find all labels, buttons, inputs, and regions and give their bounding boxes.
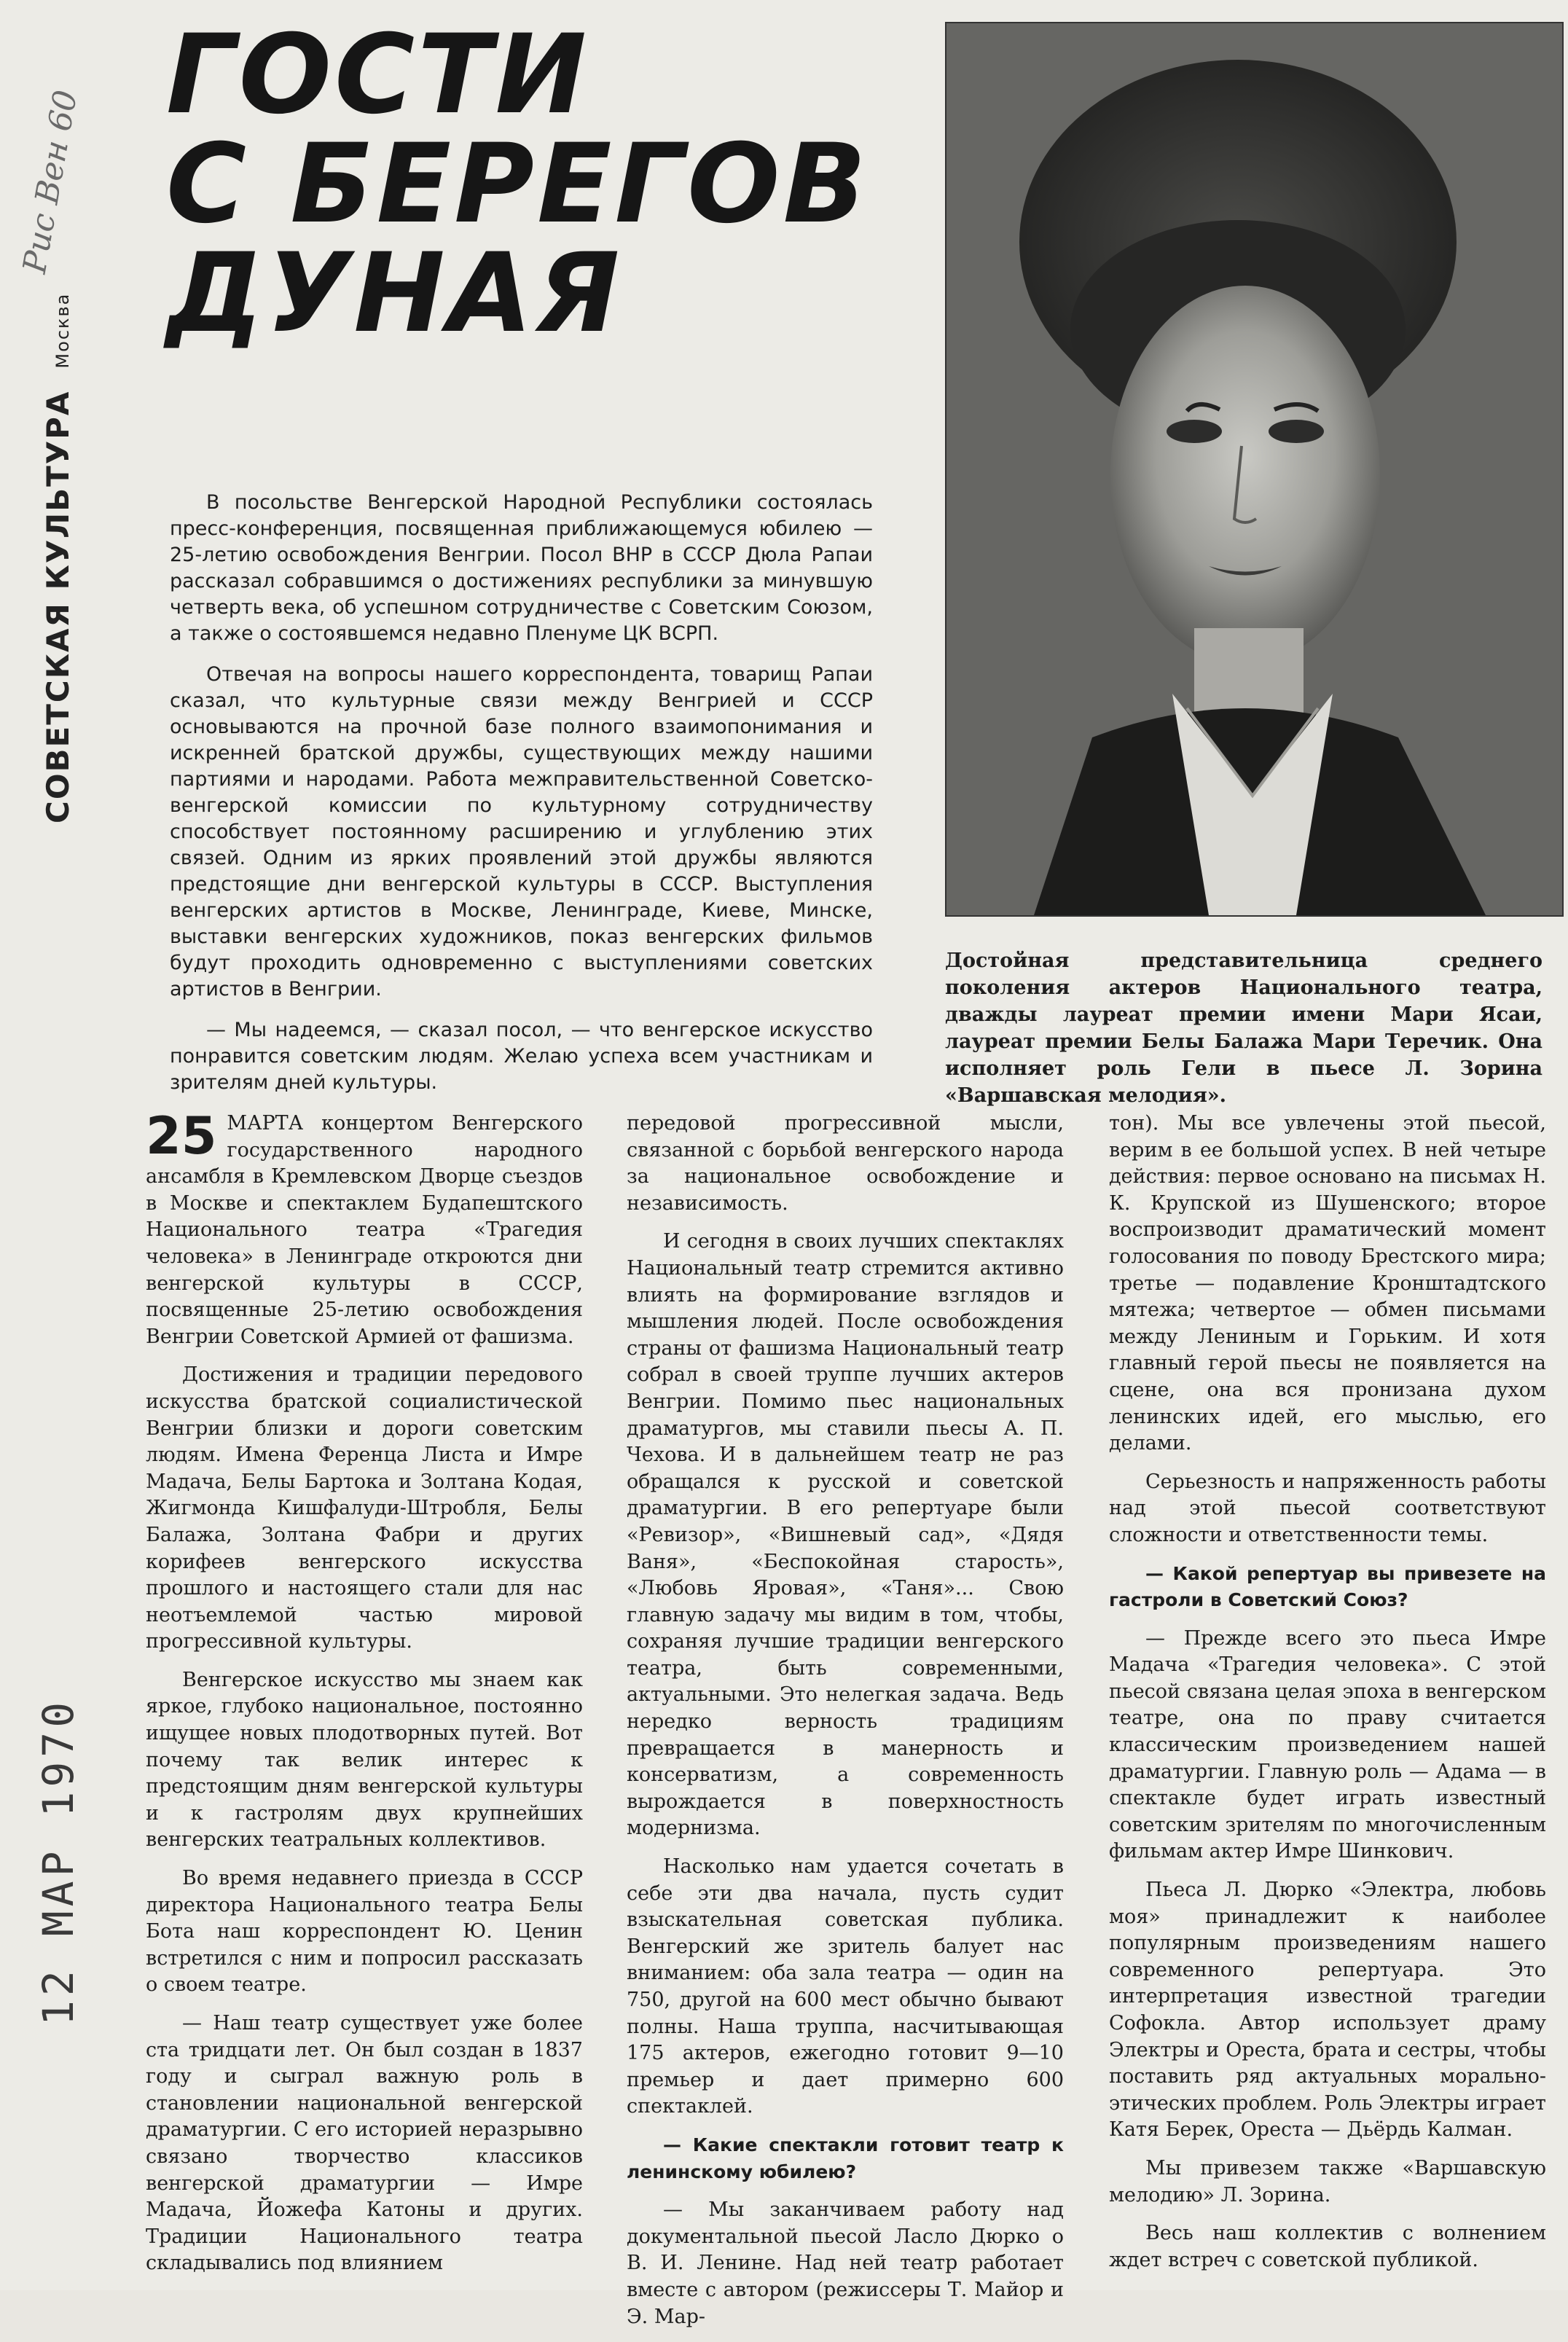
photo-caption: Достойная представительница среднего поколения актеров Национального театра, дважды лауреат премии имени Мари Ясаи, лауреат премии Белы Балажа Мари Теречик. Она исполняет роль Гели в пьесе Л. Зорина «Варшавская мелодия». — [945, 949, 1542, 1107]
newspaper-name: СОВЕТСКАЯ КУЛЬТУРА — [40, 390, 76, 823]
lead-section — [170, 490, 873, 1111]
portrait-illustration — [946, 23, 1562, 915]
drop-cap: 25 — [146, 1106, 217, 1166]
article-paragraph: передовой прогрессивной мысли, связанной с борьбой венгерского народа за национальное освобождение и независимость. — [627, 1112, 1064, 1215]
article-paragraph: Весь наш коллектив с волнением ждет встреч с советской публикой. — [1109, 2222, 1546, 2271]
portrait-photo — [945, 22, 1564, 917]
article-paragraph: И сегодня в своих лучших спектаклях Национальный театр стремится активно влиять на формирование взглядов и мышления людей. После освобождения страны от фашизма Национальный театр собрал в своей труппе лучших актеров Венгрии. Помимо пьес национальных драматургов, мы ставили пьесы А. П. Чехова. И в дальнейшем театр не раз обращался к русской и советской драматургии. В его репертуаре были «Ревизор», «Вишневый сад», «Дядя Ваня», «Беспокойная старость», «Любовь Яровая», «Таня»... Свою главную задачу мы видим в том, чтобы, сохраняя лучшие традиции венгерского театра, быть современными, актуальными. Это нелегкая задача. Ведь нередко верность традициям превращается в манерность и консерватизм, а современность вырождается в поверхностность модернизма. — [627, 1230, 1064, 1840]
article-column-3 — [1109, 1111, 1546, 2285]
lead-paragraph: — Мы надеемся, — сказал посол, — что венгерское искусство понравится советским людям. Желаю успеха всем участникам и зрителям дней культуры. — [170, 1019, 873, 1094]
handwritten-note: Рис Вен 60 — [16, 87, 85, 276]
article-paragraph: — Наш театр существует уже более ста тридцати лет. Он был создан в 1837 году и сыграл важную роль в становлении национальной венгерской драматургии. С его историей неразрывно связано творчество классиков венгерской драматургии — Имре Мадача, Йожефа Катоны и других. Традиции Национального театра складывались под влиянием — [146, 2012, 583, 2275]
article-paragraph: Во время недавнего приезда в СССР директора Национального театра Белы Бота наш корреспондент Ю. Ценин встретился с ним и попросил рассказать о своем театре. — [146, 1867, 583, 1997]
article-paragraph: Насколько нам удается сочетать в себе эти два начала, пусть судит взыскательная советская публика. Венгерский же зритель балует нас вниманием: оба зала театра — один на 750, другой на 600 мест обычно бывают полны. Наша труппа, насчитывающая 175 актеров, ежегодно готовит 9—10 премьер и дает примерно 600 спектаклей. — [627, 1855, 1064, 2118]
headline-line-3: ДУНАЯ — [166, 230, 623, 357]
interview-question: — Какие спектакли готовит театр к ленинскому юбилею? — [627, 2134, 1064, 2182]
article-paragraph: тон). Мы все увлечены этой пьесой, верим в ее большой успех. В ней четыре действия: первое основано на письмах Н. К. Крупской из Шушенского; второе воспроизводит драматический момент голосования по поводу Брестского мира; третье — подавление Кронштадтского мятежа; четвертое — обмен письмами между Лениным и Горьким. И хотя главный герой пьесы не появляется на сцене, она вся пронизана духом ленинских идей, его мыслью, его делами. — [1109, 1112, 1546, 1455]
article-paragraph: Достижения и традиции передового искусства братской социалистической Венгрии близки и дороги советским людям. Имена Ференца Листа и Имре Мадача, Белы Бартока и Золтана Кодая, Жигмонда Кишфалуди-Штробля, Белы Балажа, Золтана Фабри и других корифеев венгерского искусства прошлого и настоящего стали для нас неотъемлемой частью мировой прогрессивной культуры. — [146, 1363, 583, 1653]
headline-line-2: С БЕРЕГОВ — [166, 121, 869, 248]
lead-paragraph: В посольстве Венгерской Народной Республики состоялась пресс-конференция, посвященная приближающемуся юбилею — 25-летию освобождения Венгрии. Посол ВНР в СССР Дюла Рапаи рассказал собравшимся о достижениях республики за минувшую четверть века, об успешном сотрудничестве с Советским Союзом, а также о состоявшемся недавно Пленуме ЦК ВСРП. — [170, 491, 873, 645]
headline-line-1: ГОСТИ — [166, 12, 590, 138]
date-stamp: 12 МАР 1970 — [34, 1697, 83, 2026]
article-paragraph: — Мы заканчиваем работу над документальной пьесой Ласло Дюрко о В. И. Ленине. Над ней театр работает вместе с автором (режиссеры Т. Майор и Э. Мар- — [627, 2198, 1064, 2328]
source-stamp — [40, 293, 76, 823]
first-paragraph-text: МАРТА концертом Венгерского государственного народного ансамбля в Кремлевском Дворце съездов в Москве и спектаклем Будапештского Национального театра «Трагедия человека» в Ленинграде откроются дни венгерской культуры в СССР, посвященные 25-летию освобождения Венгрии Советской Армией от фашизма. — [146, 1112, 583, 1348]
article-column-1 — [146, 1106, 583, 2289]
article-paragraph: — Прежде всего это пьеса Имре Мадача «Трагедия человека». С этой пьесой связана целая эпоха в венгерском театре, она по праву считается классическим произведением нашей драматургии. Главную роль — Адама — в спектакле будет играть известный советским зрителям по многочисленным фильмам актер Имре Шинкович. — [1109, 1626, 1546, 1863]
lead-paragraph: Отвечая на вопросы нашего корреспондента, товарищ Рапаи сказал, что культурные связи между Венгрией и СССР основываются на прочной базе полного взаимопонимания и искренней братской дружбы, существующих между нашими партиями и народами. Работа межправительственной Советско-венгерской комиссии по культурному сотрудничеству способствует постоянному расширению и углублению этих связей. Одним из ярких проявлений этой дружбы являются предстоящие дни венгерской культуры в СССР. Выступления венгерских артистов в Москве, Ленинграде, Киеве, Минске, выставки венгерских художников, показ венгерских фильмов будут проходить одновременно с выступлениями советских артистов в Венгрии. — [170, 663, 873, 1000]
article-paragraph: Пьеса Л. Дюрко «Электра, любовь моя» принадлежит к наиболее популярным произведениям нашего современного репертуара. Это интерпретация известной трагедии Софокла. Автор использует драму Электры и Ореста, брата и сестры, чтобы поставить ряд актуальных морально-этических проблем. Роль Электры играет Катя Берек, Ореста — Дьёрдь Калман. — [1109, 1879, 1546, 2142]
newspaper-city: Москва — [52, 292, 73, 369]
article-paragraph: Венгерское искусство мы знаем как яркое, глубоко национальное, постоянно ищущее новых плодотворных путей. Вот почему так велик интерес к предстоящим дням венгерской культуры и к гастролям двух крупнейших венгерских театральных коллективов. — [146, 1668, 583, 1852]
article-column-2 — [627, 1111, 1064, 2342]
interview-question: — Какой репертуар вы привезете на гастроли в Советский Союз? — [1109, 1562, 1546, 1611]
article-paragraph: Серьезность и напряженность работы над этой пьесой соответствуют сложности и ответственности темы. — [1109, 1470, 1546, 1546]
headline — [166, 12, 924, 357]
article-paragraph — [146, 1106, 583, 1350]
article-paragraph: Мы привезем также «Варшавскую мелодию» Л. Зорина. — [1109, 2156, 1546, 2206]
